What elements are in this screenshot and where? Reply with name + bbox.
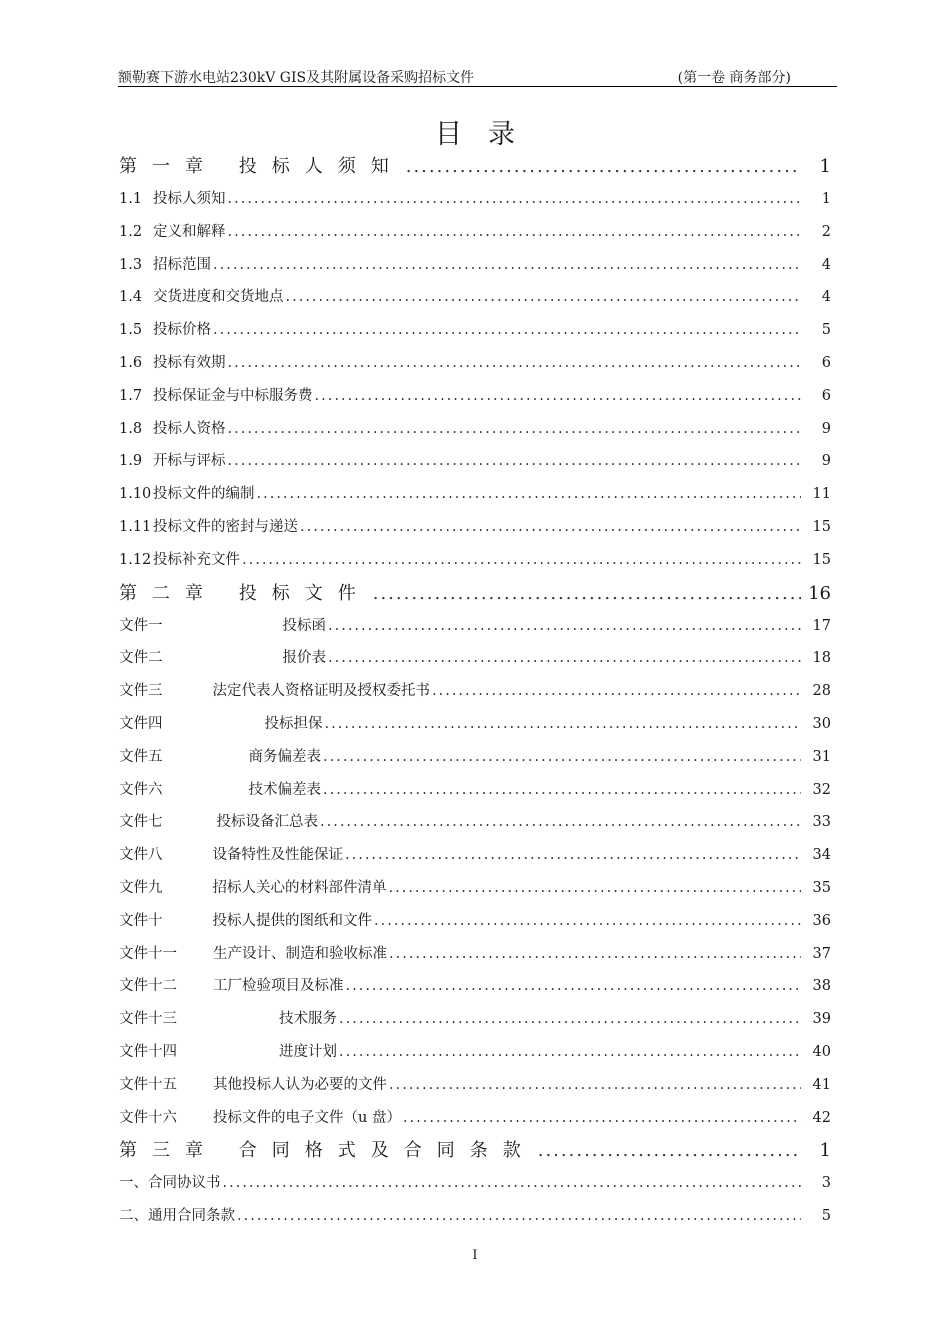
toc-page-number: 11 (812, 486, 831, 503)
toc-entry-row[interactable] (119, 1036, 841, 1069)
toc-page-number: 16 (808, 582, 831, 604)
toc-dot-leader (221, 1167, 802, 1200)
toc-entry-row[interactable] (119, 281, 841, 314)
toc-entry-label: 法定代表人资格证明及授权委托书 (212, 683, 430, 700)
toc-entry-label: 投标人须知 (153, 191, 226, 207)
toc-chapter-row[interactable] (119, 577, 841, 610)
toc-dot-leader (401, 1102, 801, 1135)
toc-page-number: 33 (812, 814, 831, 831)
toc-entry-row[interactable] (119, 347, 841, 380)
toc-dot-leader (211, 314, 801, 347)
toc-dot-leader (372, 905, 801, 938)
toc-chapter-row[interactable] (119, 1134, 841, 1167)
toc-entry-number: 文件一 (119, 617, 163, 634)
toc-page-number: 37 (812, 945, 831, 962)
toc-entry-number: 1.1 (119, 191, 143, 207)
toc-entry-row[interactable] (119, 872, 841, 905)
toc-page-number: 4 (821, 256, 831, 273)
toc-dot-leader (387, 872, 802, 905)
toc-entry-row[interactable] (119, 938, 841, 971)
toc-entry-label: 投标设备汇总表 (216, 814, 318, 831)
toc-entry-number: 1.8 (119, 420, 143, 437)
toc-entry-row[interactable] (119, 249, 841, 282)
toc-page-number: 15 (812, 518, 831, 535)
toc-dot-leader (344, 970, 802, 1003)
toc-dot-leader (430, 675, 801, 708)
toc-entry-row[interactable] (119, 1069, 841, 1102)
toc-dot-leader (226, 347, 802, 380)
toc-entry-number: 文件六 (119, 781, 163, 798)
toc-entry-number: 文件四 (119, 715, 163, 732)
toc-dot-leader (321, 774, 801, 807)
toc-entry-label: 开标与评标 (153, 453, 226, 470)
toc-entry-number: 文件五 (119, 748, 163, 765)
toc-entry-number: 文件十二 (119, 978, 177, 995)
toc-page-number: 32 (812, 781, 831, 798)
toc-entry-label: 技术服务 (279, 1011, 337, 1028)
toc-entry-number: 文件三 (119, 683, 163, 700)
toc-dot-leader (240, 544, 801, 577)
toc-entry-label: 招标范围 (153, 256, 211, 273)
toc-dot-leader (326, 642, 801, 675)
toc-entry-row[interactable] (119, 806, 841, 839)
toc-dot-leader (323, 708, 802, 741)
header-document-title: 额勒赛下游水电站230kV GIS及其附属设备采购招标文件 (118, 70, 475, 86)
toc-entry-row[interactable] (119, 511, 841, 544)
toc-entry-label: 投标补充文件 (153, 551, 240, 568)
toc-entry-row[interactable] (119, 314, 841, 347)
toc-entry-label: 第三章 合同格式及合同条款 (119, 1140, 536, 1162)
toc-entry-label: 投标有效期 (153, 354, 226, 371)
toc-entry-number: 1.9 (119, 453, 143, 470)
toc-page-number: 6 (821, 354, 831, 371)
toc-entry-label: 进度计划 (279, 1043, 337, 1060)
toc-entry-label: 定义和解释 (153, 223, 226, 240)
toc-entry-number: 文件十一 (119, 945, 177, 962)
toc-entry-row[interactable] (119, 1200, 841, 1233)
toc-page-number: 6 (821, 387, 831, 404)
toc-entry-row[interactable] (119, 183, 841, 216)
toc-dot-leader (371, 577, 801, 610)
toc-page-number: 35 (812, 879, 831, 896)
toc-entry-row[interactable] (119, 445, 841, 478)
toc-entry-label: 生产设计、制造和验收标准 (213, 945, 387, 962)
toc-entry-number: 文件九 (119, 879, 163, 896)
toc-entry-row[interactable] (119, 774, 841, 807)
page-number: I (472, 1248, 478, 1263)
toc-dot-leader (337, 1036, 801, 1069)
toc-entry-label: 第二章 投标文件 (119, 582, 371, 604)
toc-dot-leader (255, 478, 802, 511)
toc-page-number: 9 (821, 453, 831, 470)
toc-entry-row[interactable] (119, 675, 841, 708)
toc-entry-row[interactable] (119, 216, 841, 249)
toc-dot-leader (298, 511, 801, 544)
toc-entry-row[interactable] (119, 478, 841, 511)
toc-entry-label: 第一章 投标人须知 (119, 156, 404, 177)
toc-page-number: 40 (812, 1043, 831, 1060)
toc-page-number: 41 (812, 1076, 831, 1093)
table-of-contents (119, 150, 841, 1233)
toc-page-number: 31 (812, 748, 831, 765)
toc-page-number: 5 (821, 322, 831, 339)
toc-dot-leader (321, 741, 801, 774)
toc-entry-label: 招标人关心的材料部件清单 (212, 879, 387, 896)
toc-dot-leader (226, 183, 802, 216)
toc-chapter-row[interactable] (119, 150, 841, 183)
toc-page-number: 38 (812, 978, 831, 995)
toc-entry-row[interactable] (119, 413, 841, 446)
toc-entry-label: 投标保证金与中标服务费 (153, 387, 313, 404)
toc-entry-row[interactable] (119, 380, 841, 413)
toc-entry-number: 1.6 (119, 354, 143, 371)
toc-page-number: 1 (819, 156, 831, 177)
toc-entry-number: 文件七 (119, 814, 163, 831)
toc-dot-leader (284, 281, 802, 314)
toc-page-number: 36 (812, 912, 831, 929)
toc-page-number: 15 (812, 551, 831, 568)
toc-entry-row[interactable] (119, 708, 841, 741)
toc-entry-label: 报价表 (282, 650, 326, 667)
toc-dot-leader (337, 1003, 801, 1036)
toc-entry-row[interactable] (119, 1167, 841, 1200)
toc-title: 目录 (435, 119, 541, 150)
toc-dot-leader (211, 249, 801, 282)
toc-entry-label: 投标人提供的图纸和文件 (212, 912, 372, 929)
toc-entry-number: 文件十五 (119, 1076, 177, 1093)
toc-dot-leader (226, 445, 802, 478)
toc-page-number: 42 (812, 1109, 831, 1126)
toc-page-number: 5 (821, 1208, 831, 1225)
toc-entry-number: 文件十六 (119, 1109, 177, 1126)
toc-entry-number: 1.11 (119, 518, 152, 535)
toc-entry-row[interactable] (119, 905, 841, 938)
toc-page-number: 17 (812, 617, 831, 634)
toc-page-number: 28 (812, 683, 831, 700)
toc-dot-leader (313, 380, 802, 413)
toc-dot-leader (387, 1069, 801, 1102)
toc-entry-row[interactable] (119, 1102, 841, 1135)
toc-dot-leader (226, 216, 802, 249)
toc-entry-label: 技术偏差表 (248, 781, 321, 798)
toc-entry-label: 交货进度和交货地点 (153, 289, 284, 306)
toc-entry-number: 文件二 (119, 650, 163, 667)
toc-entry-number: 文件八 (119, 847, 163, 864)
toc-page-number: 39 (812, 1011, 831, 1028)
toc-entry-number: 1.12 (119, 551, 152, 568)
toc-entry-number: 1.5 (119, 322, 143, 339)
page-header (118, 64, 837, 87)
toc-entry-number: 1.7 (119, 387, 143, 404)
toc-entry-label: 二、通用合同条款 (119, 1208, 235, 1225)
toc-entry-number: 文件十四 (119, 1043, 177, 1060)
toc-entry-number: 1.2 (119, 223, 143, 240)
toc-dot-leader (387, 938, 801, 971)
toc-dot-leader (318, 806, 801, 839)
toc-entry-number: 1.4 (119, 289, 143, 306)
toc-entry-label: 投标函 (282, 617, 326, 634)
toc-entry-number: 文件十三 (119, 1011, 177, 1028)
toc-entry-label: 投标文件的编制 (153, 486, 255, 503)
toc-entry-number: 1.10 (119, 486, 152, 503)
header-volume-label: (第一卷 商务部分) (677, 70, 791, 86)
toc-entry-label: 其他投标人认为必要的文件 (213, 1076, 387, 1093)
toc-entry-number: 文件十 (119, 912, 163, 929)
toc-entry-row[interactable] (119, 1003, 841, 1036)
toc-entry-row[interactable] (119, 544, 841, 577)
toc-entry-row[interactable] (119, 642, 841, 675)
toc-dot-leader (226, 413, 802, 446)
toc-page-number: 9 (821, 420, 831, 437)
toc-entry-row[interactable] (119, 839, 841, 872)
toc-page-number: 30 (812, 715, 831, 732)
toc-entry-label: 投标人资格 (153, 420, 226, 437)
toc-page-number: 2 (821, 223, 831, 240)
toc-dot-leader (235, 1200, 801, 1233)
toc-page-number: 4 (821, 289, 831, 306)
toc-entry-label: 商务偏差表 (248, 748, 321, 765)
toc-entry-label: 投标文件的密封与递送 (153, 518, 298, 535)
toc-page-number: 3 (821, 1175, 831, 1192)
toc-entry-number: 1.3 (119, 256, 143, 273)
toc-dot-leader (326, 610, 801, 643)
toc-dot-leader (536, 1134, 801, 1167)
toc-page-number: 34 (812, 847, 831, 864)
toc-dot-leader (404, 150, 801, 183)
toc-entry-label: 投标担保 (264, 715, 323, 732)
toc-page-number: 1 (821, 191, 831, 207)
toc-dot-leader (343, 839, 801, 872)
toc-entry-label: 投标文件的电子文件（u 盘） (213, 1109, 401, 1126)
toc-page-number: 1 (819, 1140, 831, 1162)
toc-entry-label: 一、合同协议书 (119, 1175, 221, 1192)
toc-entry-label: 工厂检验项目及标准 (213, 978, 344, 995)
toc-entry-label: 设备特性及性能保证 (212, 847, 343, 864)
toc-entry-row[interactable] (119, 741, 841, 774)
toc-entry-row[interactable] (119, 610, 841, 643)
toc-entry-label: 投标价格 (153, 322, 211, 339)
toc-entry-row[interactable] (119, 970, 841, 1003)
toc-page-number: 18 (812, 650, 831, 667)
